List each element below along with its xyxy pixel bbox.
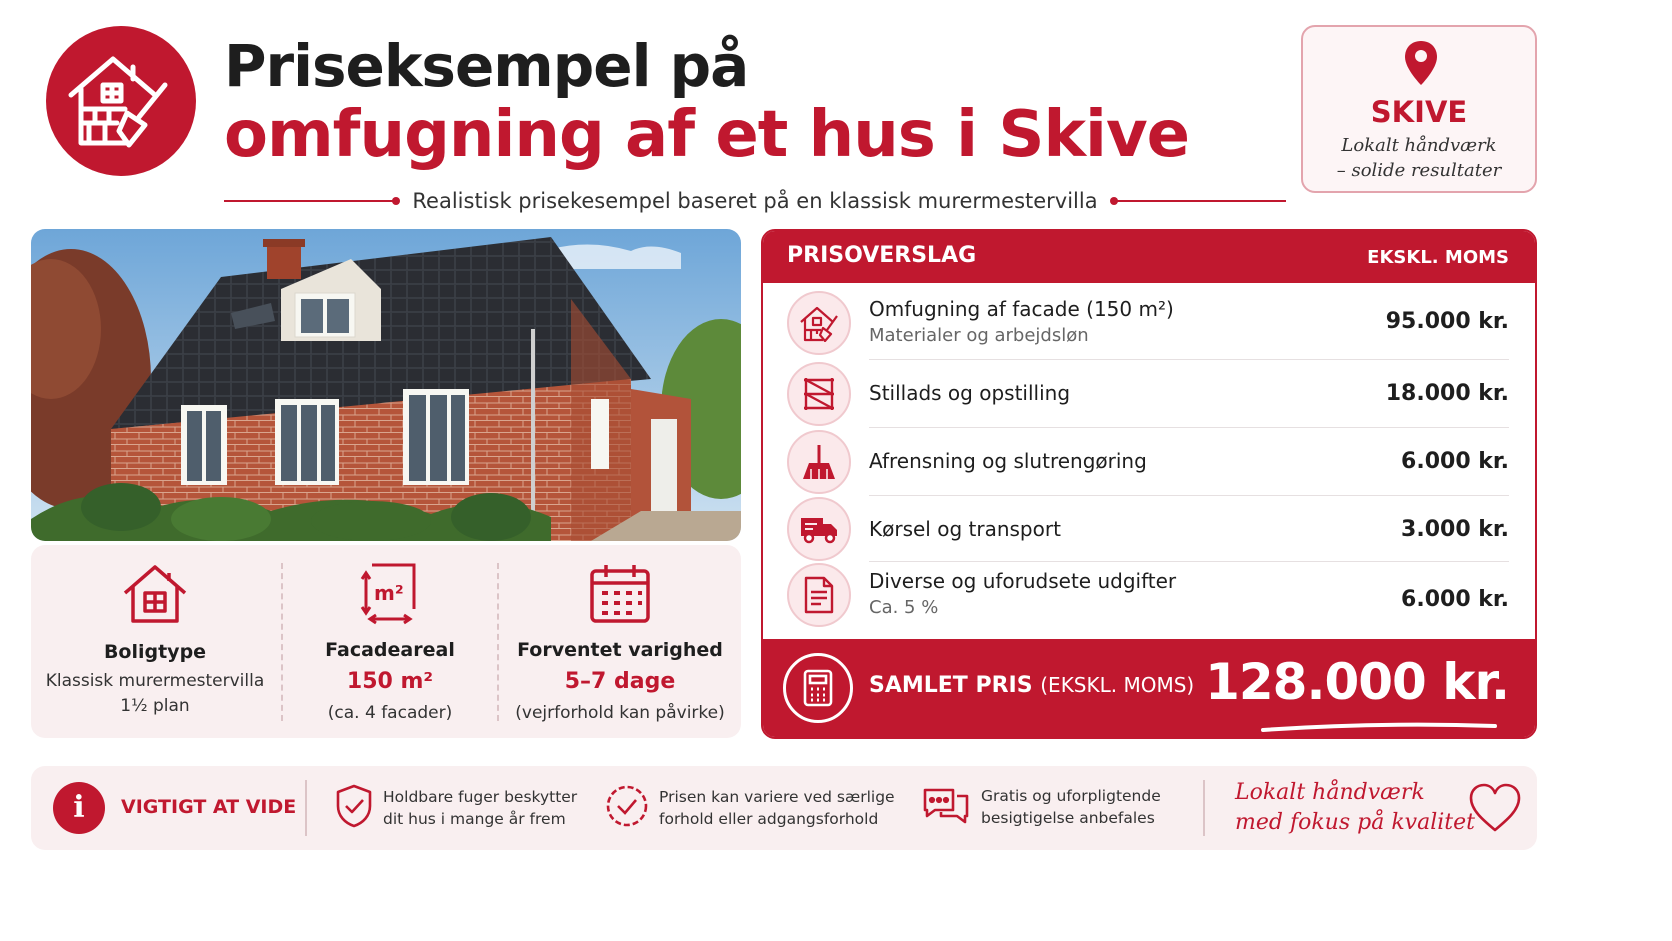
logo-house-trowel-icon <box>46 26 196 176</box>
underline-swoosh <box>1259 719 1499 738</box>
info-item-line2: dit hus i mange år frem <box>383 810 566 828</box>
important-heading: VIGTIGT AT VIDE <box>121 796 297 818</box>
subtitle-row <box>224 186 1286 216</box>
info-varighed <box>499 545 741 738</box>
price-row <box>763 497 1535 561</box>
shield-check-icon <box>335 784 373 832</box>
info-item-line1: Gratis og uforpligtende <box>981 787 1161 805</box>
location-badge <box>1301 25 1537 193</box>
info-value-varighed: 5–7 dage <box>564 669 676 694</box>
heart-icon <box>1467 780 1523 840</box>
info-item <box>605 784 895 832</box>
price-item-amount: 6.000 kr. <box>1401 449 1509 474</box>
important-info-bar <box>31 766 1537 850</box>
price-item-sublabel: Ca. 5 % <box>869 597 939 618</box>
house-trowel-icon <box>787 291 851 355</box>
location-city: SKIVE <box>1370 95 1468 129</box>
info-value-facadeareal: 150 m² <box>346 669 434 694</box>
price-item-amount: 6.000 kr. <box>1401 587 1509 612</box>
total-label <box>869 673 1194 698</box>
info-note-varighed: (vejrforhold kan påvirke) <box>515 703 725 723</box>
info-boligtype <box>31 545 279 738</box>
price-row <box>763 289 1535 357</box>
info-note-facadeareal: (ca. 4 facader) <box>327 703 453 723</box>
location-tagline <box>1303 133 1535 183</box>
page-title-line2: omfugning af et hus i Skive <box>224 98 1190 172</box>
broom-icon <box>787 430 851 494</box>
calendar-icon <box>588 561 652 629</box>
bar-divider <box>305 780 307 836</box>
total-label-vat: (EKSKL. MOMS) <box>1040 673 1195 697</box>
subtitle-divider-right <box>1112 200 1286 202</box>
total-price-bar <box>763 639 1535 737</box>
total-label-main: SAMLET PRIS <box>869 673 1033 698</box>
info-item <box>921 784 1161 830</box>
location-tagline-line1: Lokalt håndværk <box>1341 135 1497 156</box>
price-row <box>763 361 1535 427</box>
subtitle: Realistisk prisekesempel baseret på en klassisk murermestervilla <box>412 189 1098 213</box>
check-circle-icon <box>605 784 649 832</box>
subtitle-divider-left <box>224 200 398 202</box>
price-item-label: Omfugning af facade (150 m²) <box>869 297 1174 321</box>
row-divider <box>869 495 1509 496</box>
area-m2-icon: m² <box>358 561 422 625</box>
price-estimate-panel <box>761 229 1537 739</box>
calculator-icon <box>783 653 853 723</box>
vat-note: EKSKL. MOMS <box>1367 247 1509 268</box>
chat-bubbles-icon <box>921 784 971 830</box>
map-pin-icon <box>1403 39 1439 91</box>
row-divider <box>869 359 1509 360</box>
info-title-facadeareal: Facadeareal <box>325 639 455 661</box>
price-item-label: Stillads og opstilling <box>869 381 1071 405</box>
info-title-boligtype: Boligtype <box>103 641 207 663</box>
row-divider <box>869 561 1509 562</box>
house-info-panel <box>31 545 741 738</box>
total-amount: 128.000 kr. <box>1205 653 1509 711</box>
price-estimate-header <box>763 231 1535 283</box>
price-item-amount: 18.000 kr. <box>1385 381 1509 406</box>
price-estimate-title: PRISOVERSLAG <box>787 243 977 268</box>
price-row <box>763 563 1535 637</box>
info-line-plan: 1½ plan <box>120 696 190 716</box>
price-row <box>763 429 1535 495</box>
document-icon <box>787 563 851 627</box>
info-item-line1: Prisen kan variere ved særlige <box>659 788 895 806</box>
location-tagline-line2: – solide resultater <box>1336 160 1502 181</box>
scaffold-icon <box>787 362 851 426</box>
info-title-varighed: Forventet varighed <box>517 639 723 661</box>
info-line-boligtype: Klassisk murermestervilla <box>45 671 265 691</box>
price-item-label: Diverse og uforudsete udgifter <box>869 569 1177 593</box>
info-item-line2: besigtigelse anbefales <box>981 809 1155 827</box>
price-item-amount: 95.000 kr. <box>1385 309 1509 334</box>
price-item-amount: 3.000 kr. <box>1401 517 1509 542</box>
info-facadeareal <box>283 545 497 738</box>
info-item-line2: forhold eller adgangsforhold <box>659 810 879 828</box>
page-title-line1: Priseksempel på <box>224 32 749 100</box>
price-item-label: Kørsel og transport <box>869 517 1061 541</box>
house-photo <box>31 229 741 541</box>
house-icon <box>121 563 189 629</box>
price-item-sublabel: Materialer og arbejdsløn <box>869 325 1089 346</box>
bottom-slogan <box>1235 778 1475 838</box>
truck-icon <box>787 497 851 561</box>
bottom-slogan-line1: Lokalt håndværk <box>1235 780 1425 805</box>
bottom-slogan-line2: med fokus på kvalitet <box>1235 810 1475 835</box>
info-item-line1: Holdbare fuger beskytter <box>383 788 578 806</box>
price-item-label: Afrensning og slutrengøring <box>869 449 1147 473</box>
info-item <box>335 784 577 832</box>
bar-divider <box>1203 780 1205 836</box>
row-divider <box>869 427 1509 428</box>
info-icon: i <box>53 782 105 834</box>
